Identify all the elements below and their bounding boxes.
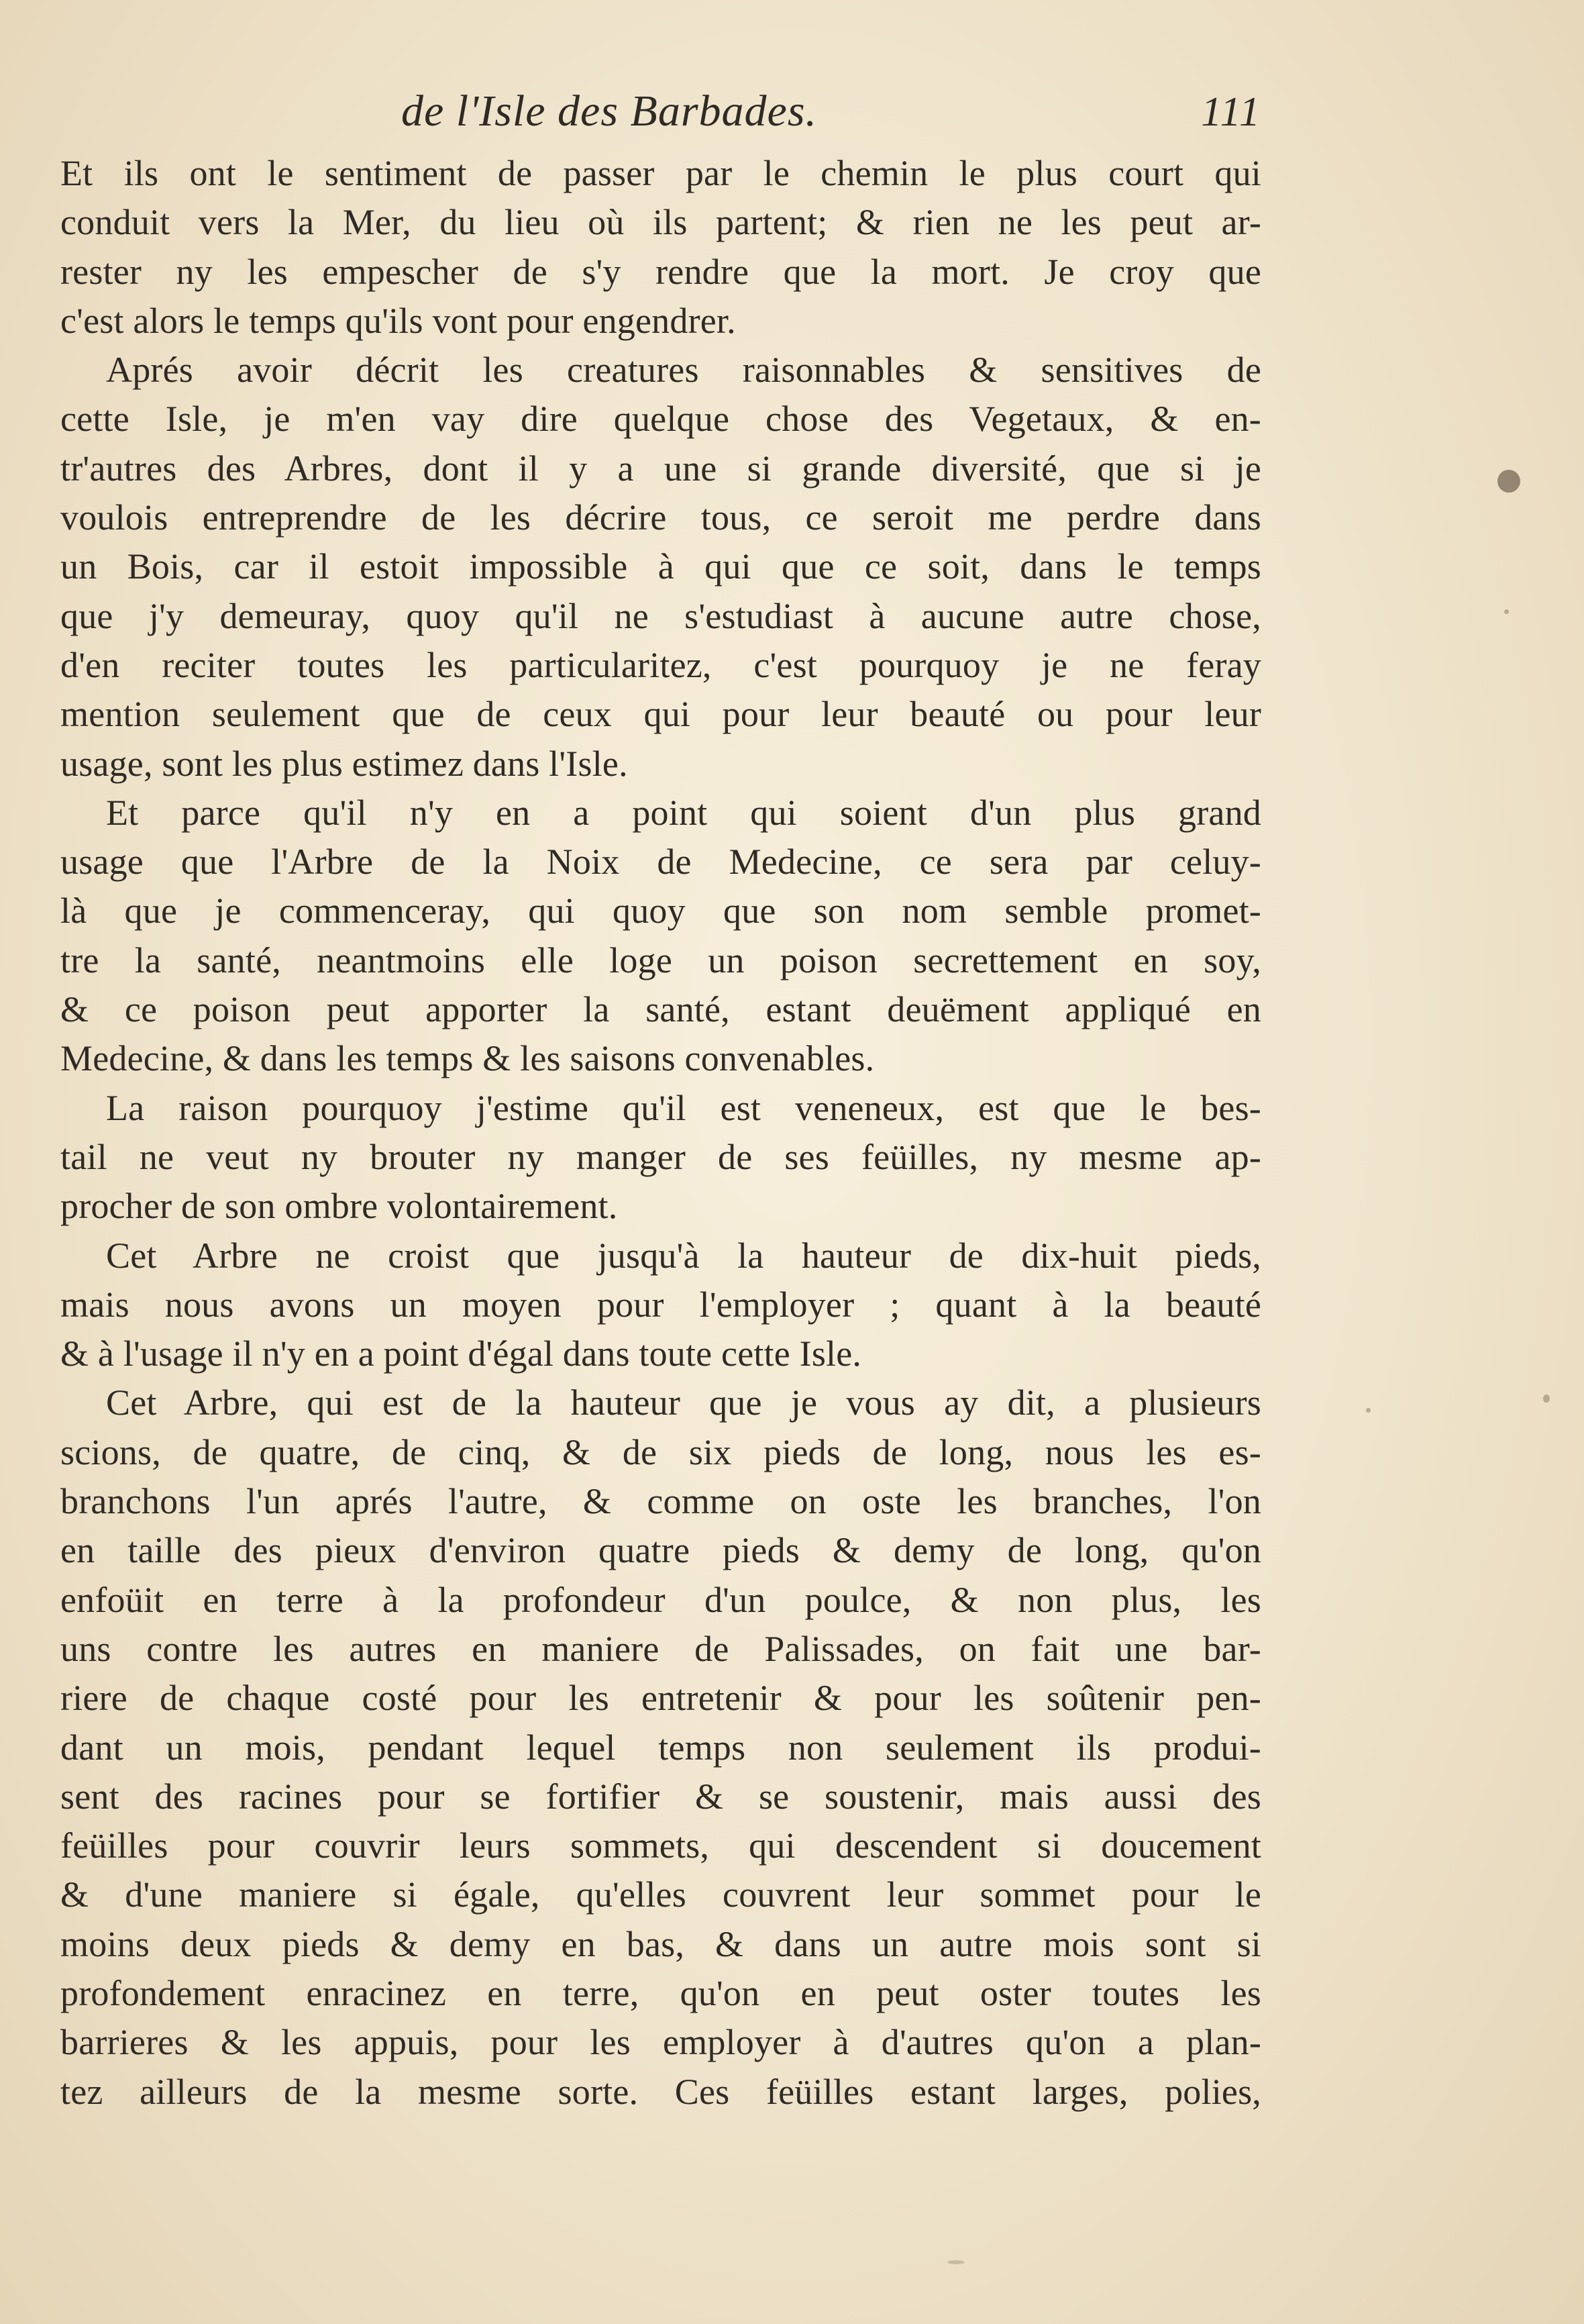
page-header <box>60 86 1261 140</box>
text-line: procher de son ombre volontairement. <box>60 1186 618 1227</box>
running-title: de l'Isle des Barbades. <box>401 87 817 136</box>
text-line: que j'y demeuray, quoy qu'il ne s'estudiast à aucune autre chose, <box>60 595 1261 636</box>
text-line: scions, de quatre, de cinq, & de six pieds de long, nous les es- <box>60 1431 1261 1472</box>
text-line: Et ils ont le sentiment de passer par le chemin le plus court qui <box>60 153 1261 193</box>
text-line: tre la santé, neantmoins elle loge un poison secrettement en soy, <box>60 940 1261 980</box>
text-line: sent des racines pour se fortifier & se soustenir, mais aussi des <box>60 1776 1261 1817</box>
text-line: voulois entreprendre de les décrire tous, ce seroit me perdre dans <box>60 497 1261 538</box>
ink-speck <box>1497 470 1520 493</box>
text-line: usage que l'Arbre de la Noix de Medecine, ce sera par celuy- <box>60 842 1261 882</box>
text-line: Medecine, & dans les temps & les saisons convenables. <box>60 1038 875 1079</box>
ink-speck <box>1366 1408 1371 1413</box>
text-line: tez ailleurs de la mesme sorte. Ces feüilles estant larges, polies, <box>60 2071 1261 2112</box>
ink-speck <box>1504 609 1509 614</box>
text-line: tr'autres des Arbres, dont il y a une si grande diversité, que si je <box>60 448 1261 489</box>
text-line: usage, sont les plus estimez dans l'Isle. <box>60 743 628 784</box>
ink-speck <box>947 2260 965 2264</box>
text-line: moins deux pieds & demy en bas, & dans un autre mois sont si <box>60 1923 1261 1964</box>
text-line: conduit vers la Mer, du lieu où ils partent; & rien ne les peut ar- <box>60 202 1261 243</box>
text-line: en taille des pieux d'environ quatre pieds & demy de long, qu'on <box>60 1530 1261 1571</box>
text-line: Et parce qu'il n'y en a point qui soient d'un plus grand <box>106 792 1261 833</box>
text-line: un Bois, car il estoit impossible à qui que ce soit, dans le temps <box>60 546 1261 587</box>
text-line: Cet Arbre ne croist que jusqu'à la hauteur de dix-huit pieds, <box>106 1235 1261 1276</box>
text-line: & à l'usage il n'y en a point d'égal dans toute cette Isle. <box>60 1333 862 1374</box>
text-line: Cet Arbre, qui est de la hauteur que je vous ay dit, a plusieurs <box>106 1382 1261 1423</box>
text-line: enfoüit en terre à la profondeur d'un poulce, & non plus, les <box>60 1579 1261 1620</box>
text-line: riere de chaque costé pour les entretenir & pour les soûtenir pen- <box>60 1678 1261 1719</box>
text-line: là que je commenceray, qui quoy que son nom semble promet- <box>60 891 1261 931</box>
text-line: dant un mois, pendant lequel temps non seulement ils produi- <box>60 1727 1261 1768</box>
text-line: & d'une maniere si égale, qu'elles couvrent leur sommet pour le <box>60 1874 1261 1915</box>
body-text <box>60 149 1261 2117</box>
text-line: branchons l'un aprés l'autre, & comme on oste les branches, l'on <box>60 1481 1261 1522</box>
ink-speck <box>1543 1395 1550 1403</box>
text-line: Aprés avoir décrit les creatures raisonnables & sensitives de <box>106 350 1261 391</box>
text-line: profondement enracinez en terre, qu'on en peut oster toutes les <box>60 1972 1261 2013</box>
text-line: d'en reciter toutes les particularitez, c'est pourquoy je ne feray <box>60 644 1261 685</box>
text-line: tail ne veut ny brouter ny manger de ses feüilles, ny mesme ap- <box>60 1136 1261 1177</box>
text-line: uns contre les autres en maniere de Palissades, on fait une bar- <box>60 1628 1261 1669</box>
text-line: rester ny les empescher de s'y rendre que la mort. Je croy que <box>60 251 1261 292</box>
text-line: barrieres & les appuis, pour les employer à d'autres qu'on a plan- <box>60 2022 1261 2063</box>
text-line: & ce poison peut apporter la santé, estant deuëment appliqué en <box>60 989 1261 1030</box>
text-line: cette Isle, je m'en vay dire quelque chose des Vegetaux, & en- <box>60 399 1261 440</box>
text-line: feüilles pour couvrir leurs sommets, qui descendent si doucement <box>60 1825 1261 1866</box>
page-number: 111 <box>1201 89 1261 135</box>
text-line: mention seulement que de ceux qui pour leur beauté ou pour leur <box>60 694 1261 735</box>
text-line: mais nous avons un moyen pour l'employer ; quant à la beauté <box>60 1284 1261 1325</box>
text-line: La raison pourquoy j'estime qu'il est veneneux, est que le bes- <box>106 1087 1261 1128</box>
text-line: c'est alors le temps qu'ils vont pour engendrer. <box>60 300 736 341</box>
